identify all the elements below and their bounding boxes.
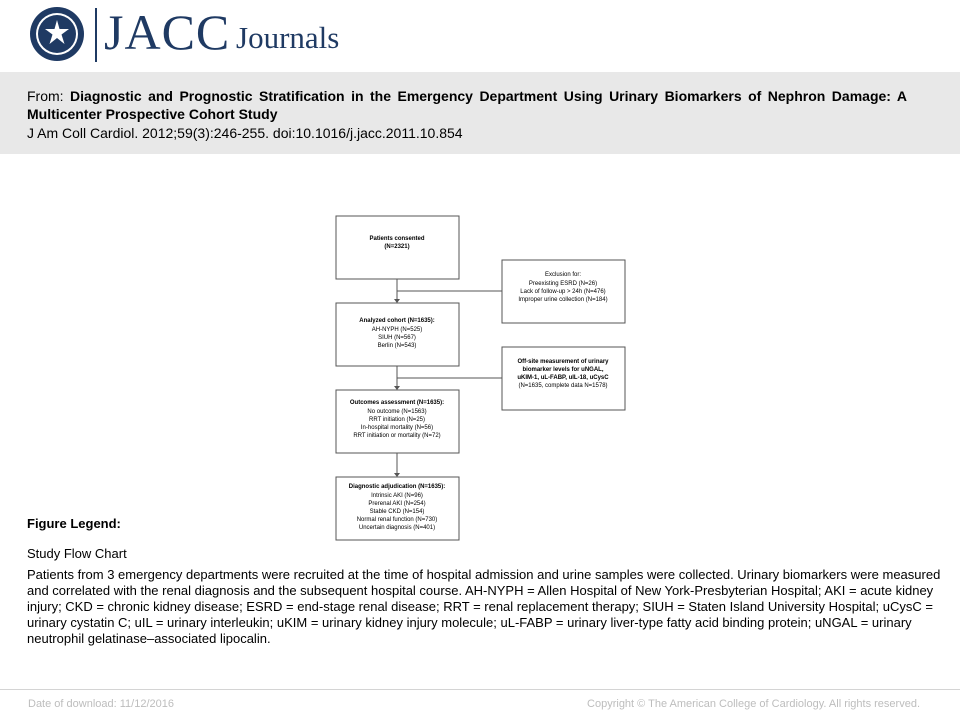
offsite-line: (N=1635, complete data N=1578) — [518, 383, 608, 389]
acc-seal-logo — [29, 6, 85, 62]
article-title-line — [27, 87, 907, 123]
brand-name: JACC — [104, 4, 231, 60]
consented-title: Patients consented — [369, 236, 425, 242]
figure-caption-title: Study Flow Chart — [27, 546, 127, 561]
adjudication-line: Stable CKD (N=154) — [369, 509, 425, 515]
adjudication-title: Diagnostic adjudication (N=1635): — [348, 484, 446, 490]
exclusion-line: Improper urine collection (N=184) — [518, 297, 608, 303]
adjudication-line: Uncertain diagnosis (N=401) — [358, 525, 436, 531]
exclusion-title: Exclusion for: — [544, 272, 582, 278]
outcomes-line: In-hospital mortality (N=56) — [360, 425, 434, 431]
copyright-notice: Copyright © The American College of Cardiology. All rights reserved. — [587, 698, 920, 710]
offsite-title: uKIM-1, uL-FABP, uIL-18, uCysC — [517, 375, 609, 381]
exclusion-line: Preexisting ESRD (N=26) — [528, 281, 598, 287]
analyzed-line: SIUH (N=567) — [378, 335, 416, 341]
footer-divider — [0, 689, 960, 690]
outcomes-title: Outcomes assessment (N=1635): — [349, 400, 445, 406]
consented-count: (N=2321) — [384, 244, 410, 250]
analyzed-line: Berlin (N=543) — [377, 343, 417, 349]
offsite-title: biomarker levels for uNGAL, — [522, 367, 604, 373]
from-label: From: — [27, 88, 64, 104]
brand-divider — [95, 8, 97, 62]
article-reference: J Am Coll Cardiol. 2012;59(3):246-255. doi:10.1016/j.jacc.2011.10.854 — [27, 125, 463, 141]
outcomes-line: RRT initiation or mortality (N=72) — [353, 433, 441, 439]
figure-legend-text: Patients from 3 emergency departments were recruited at the time of hospital admission and urine samples were collected. Urinary biomarkers were measured and correlated with the renal diagnosis and the subsequent hospital course. AH-NYPH = Allen Hospital of New York-Presbyterian Hospital; AKI = acute kidney injury; CKD = chronic kidney disease; ESRD = end-stage renal disease; RRT = renal replacement therapy; SIUH = Staten Island University Hospital; uCysC = urinary cystatin C; uIL = urinary interleukin; uKIM = urinary kidney injury molecule; uL-FABP = urinary liver-type fatty acid binding protein; uNGAL = urinary neutrophil gelatinase–associated lipocalin. — [27, 567, 941, 646]
offsite-title: Off-site measurement of urinary — [517, 359, 609, 365]
outcomes-line: No outcome (N=1563) — [367, 409, 427, 415]
analyzed-title: Analyzed cohort (N=1635): — [359, 318, 435, 324]
download-date: Date of download: 11/12/2016 — [28, 698, 174, 710]
article-title: Diagnostic and Prognostic Stratification in the Emergency Department Using Urinary Biomarkers of Nephron Damage: A Multicenter Prospective Cohort Study — [27, 88, 908, 122]
adjudication-line: Prerenal AKI (N=254) — [368, 501, 426, 507]
adjudication-line: Intrinsic AKI (N=96) — [371, 493, 423, 499]
brand-subtitle: Journals — [236, 20, 340, 55]
exclusion-line: Lack of follow-up > 24h (N=476) — [520, 289, 606, 295]
outcomes-line: RRT initiation (N=25) — [369, 417, 425, 423]
adjudication-line: Normal renal function (N=730) — [356, 517, 438, 523]
study-flow-chart — [330, 210, 630, 545]
journal-header — [0, 0, 960, 72]
figure-legend-heading: Figure Legend: — [27, 516, 121, 531]
citation-panel — [0, 72, 960, 154]
analyzed-line: AH-NYPH (N=525) — [371, 327, 423, 333]
